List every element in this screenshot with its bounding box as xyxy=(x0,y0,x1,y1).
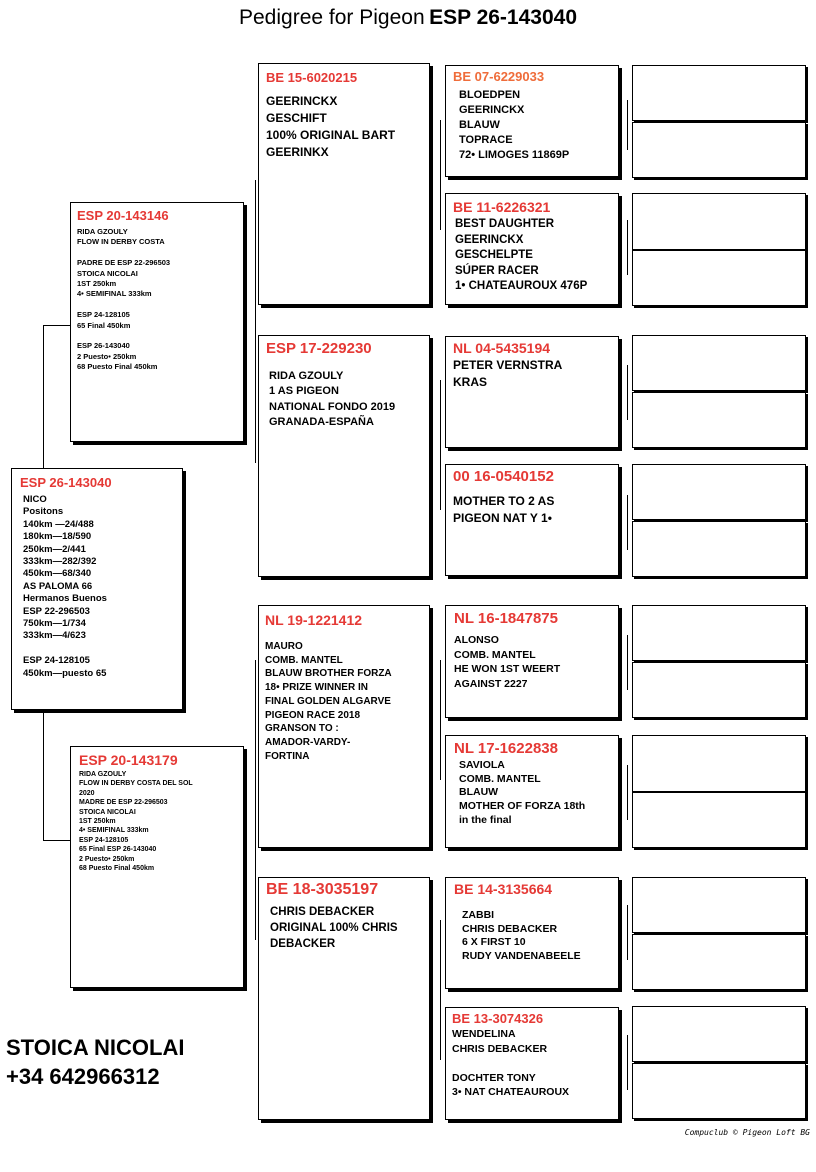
ggp-sss-card[interactable] xyxy=(445,65,619,177)
ggp-ddd-details: WENDELINA CHRIS DEBACKER DOCHTER TONY 3• NAT CHATEAUROUX xyxy=(452,1028,570,1098)
ggp-sds-ring: NL 04-5435194 xyxy=(453,340,551,356)
gen5-empty-box xyxy=(632,877,806,933)
subject-ring: ESP 26-143040 xyxy=(20,475,112,490)
connector xyxy=(43,840,70,841)
dam-dam-ring: BE 18-3035197 xyxy=(266,881,379,898)
dam-dam-details: CHRIS DEBACKER ORIGINAL 100% CHRIS DEBACKER xyxy=(270,906,398,950)
connector xyxy=(627,220,628,275)
subject-pigeon-card[interactable] xyxy=(11,468,183,710)
owner-name: STOICA NICOLAI xyxy=(6,1035,185,1060)
ggp-ssd-card[interactable] xyxy=(445,193,619,305)
connector xyxy=(627,495,628,550)
ggp-dds-ring: BE 14-3135664 xyxy=(454,881,553,897)
connector xyxy=(440,660,441,780)
dam-sire-ring: NL 19-1221412 xyxy=(265,612,363,628)
owner-contact xyxy=(6,1033,184,1091)
sire-ring: ESP 20-143146 xyxy=(77,208,169,223)
sire-sire-card[interactable] xyxy=(258,63,430,305)
connector xyxy=(440,920,441,1060)
gen5-empty-box xyxy=(632,792,806,848)
dam-sire-card[interactable] xyxy=(258,605,430,848)
connector xyxy=(627,765,628,820)
ggp-dsd-card[interactable] xyxy=(445,735,619,848)
ggp-dsd-ring: NL 17-1622838 xyxy=(454,740,558,757)
dam-details: RIDA GZOULY FLOW IN DERBY COSTA DEL SOL 2020 MADRE DE ESP 22-296503 STOICA NICOLAI 1ST 250km 4• SEMIFINAL 333km ESP 24-128105 65 Final ESP 26-143040 2 Puesto• 250km 68 Puesto Final 450km xyxy=(79,771,193,873)
gen5-empty-box xyxy=(632,65,806,121)
gen5-empty-box xyxy=(632,521,806,577)
ggp-sdd-ring: 00 16-0540152 xyxy=(453,468,554,485)
sire-details: RIDA GZOULY FLOW IN DERBY COSTA PADRE DE ESP 22-296503 STOICA NICOLAI 1ST 250km 4• SEMIFINAL 333km ESP 24-128105 65 Final 450km ESP 26-143040 2 Puesto• 250km 68 Puesto Final 450km xyxy=(77,227,171,372)
ggp-sss-details: BLOEDPEN GEERINCKX BLAUW TOPRACE 72• LIMOGES 11869P xyxy=(459,89,570,161)
dam-dam-card[interactable] xyxy=(258,877,430,1120)
gen5-empty-box xyxy=(632,392,806,448)
ggp-ssd-details: BEST DAUGHTER GEERINCKX GESCHELPTE SÚPER RACER 1• CHATEAUROUX 476P xyxy=(455,218,588,292)
subject-details: NICO Positons 140km —24/488 180km—18/590 250km—2/441 333km—282/392 450km—68/340 AS PALOMA 66 Hermanos Buenos ESP 22-296503 750km—1/734 333km—4/623 ESP 24-128105 450km—puesto 65 xyxy=(23,494,107,679)
ggp-sdd-card[interactable] xyxy=(445,464,619,576)
page-title xyxy=(0,6,816,30)
ggp-sss-ring: BE 07-6229033 xyxy=(453,69,545,84)
gen5-empty-box xyxy=(632,122,806,178)
connector xyxy=(43,712,44,840)
connector xyxy=(440,380,441,510)
connector xyxy=(43,325,71,326)
gen5-empty-box xyxy=(632,934,806,990)
ggp-ddd-card[interactable] xyxy=(445,1007,619,1120)
ggp-dss-details: ALONSO COMB. MANTEL HE WON 1ST WEERT AGAINST 2227 xyxy=(454,634,561,690)
ggp-ddd-ring: BE 13-3074326 xyxy=(452,1011,544,1026)
sire-dam-details: RIDA GZOULY 1 AS PIGEON NATIONAL FONDO 2019 GRANADA-ESPAÑA xyxy=(269,370,396,428)
connector xyxy=(627,1035,628,1090)
connector xyxy=(255,180,256,463)
gen5-empty-box xyxy=(632,250,806,306)
ggp-dds-card[interactable] xyxy=(445,877,619,989)
dam-sire-details: MAURO COMB. MANTEL BLAUW BROTHER FORZA 18• PRIZE WINNER IN FINAL GOLDEN ALGARVE PIGEON RACE 2018 GRANSON TO : AMADOR-VARDY- FORTINA xyxy=(265,641,392,762)
gen5-empty-box xyxy=(632,1063,806,1119)
title-ring-number: ESP 26-143040 xyxy=(429,6,577,29)
dam-ring: ESP 20-143179 xyxy=(79,752,178,768)
ggp-dsd-details: SAVIOLA COMB. MANTEL BLAUW MOTHER OF FORZA 18th in the final xyxy=(459,759,586,826)
ggp-sds-card[interactable] xyxy=(445,336,619,448)
ggp-dss-ring: NL 16-1847875 xyxy=(454,610,558,627)
sire-dam-card[interactable] xyxy=(258,335,430,577)
sire-sire-ring: BE 15-6020215 xyxy=(266,70,358,85)
connector xyxy=(255,660,256,940)
gen5-empty-box xyxy=(632,464,806,520)
sire-card[interactable] xyxy=(70,202,244,442)
ggp-dss-card[interactable] xyxy=(445,605,619,718)
ggp-sds-details: PETER VERNSTRA KRAS xyxy=(453,358,563,389)
connector xyxy=(627,905,628,960)
gen5-empty-box xyxy=(632,335,806,391)
gen5-empty-box xyxy=(632,605,806,661)
title-prefix: Pedigree for Pigeon xyxy=(239,6,425,29)
footer-credit: Compuclub © Pigeon Loft BG xyxy=(684,1128,810,1137)
gen5-empty-box xyxy=(632,193,806,250)
owner-phone: +34 642966312 xyxy=(6,1064,160,1089)
sire-sire-details: GEERINCKX GESCHIFT 100% ORIGINAL BART GEERINKX xyxy=(266,94,396,159)
connector xyxy=(627,635,628,690)
sire-dam-ring: ESP 17-229230 xyxy=(266,340,372,357)
dam-card[interactable] xyxy=(70,746,244,988)
connector xyxy=(440,120,441,230)
connector xyxy=(627,100,628,150)
connector xyxy=(627,365,628,420)
ggp-ssd-ring: BE 11-6226321 xyxy=(453,199,551,215)
ggp-sdd-details: MOTHER TO 2 AS PIGEON NAT Y 1• xyxy=(453,494,555,525)
connector xyxy=(43,325,44,470)
ggp-dds-details: ZABBI CHRIS DEBACKER 6 X FIRST 10 RUDY VANDENABEELE xyxy=(462,909,581,963)
gen5-empty-box xyxy=(632,735,806,792)
gen5-empty-box xyxy=(632,1006,806,1062)
gen5-empty-box xyxy=(632,662,806,718)
